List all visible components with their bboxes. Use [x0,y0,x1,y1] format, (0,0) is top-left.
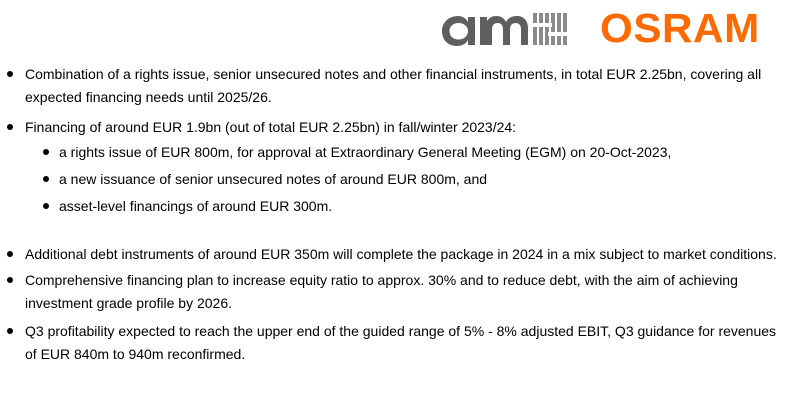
osram-logo: OSRAM [600,5,760,51]
bullet-dot [43,149,49,155]
list-item-text [25,269,738,315]
bullet-dot [7,71,13,77]
text-line: expected financing needs until 2025/26. [25,89,272,105]
bullet-dot [7,251,13,257]
bullet-dot [7,124,13,130]
bullet-dot [43,176,49,182]
bullet-dot [7,277,13,283]
text-line: Financing of around EUR 1.9bn (out of total EUR 2.25bn) in fall/winter 2023/24: [25,119,517,135]
logo-bar [0,6,788,50]
ams-logo [440,10,572,50]
sub-list-item-text: asset-level financings of around EUR 300m. [59,198,333,214]
sub-list-item-text: a new issuance of senior unsecured notes of around EUR 800m, and [59,171,488,187]
text-line: Comprehensive financing plan to increase equity ratio to approx. 30% and to reduce debt, with the aim of achieving [25,272,738,288]
sub-list-item-text: a rights issue of EUR 800m, for approval at Extraordinary General Meeting (EGM) on 20-Oct-2023, [59,144,672,160]
text-line: Combination of a rights issue, senior unsecured notes and other financial instruments, in total EUR 2.25bn, covering all [25,66,762,82]
list-item-text [25,243,777,266]
text-line: of EUR 840m to 940m reconfirmed. [25,346,246,362]
bullet-dot [43,203,49,209]
list-item-text [25,63,761,109]
text-line: Q3 profitability expected to reach the upper end of the guided range of 5% - 8% adjusted EBIT, Q3 guidance for revenues [25,323,777,339]
text-line: investment grade profile by 2026. [25,295,233,311]
bullet-dot [7,328,13,334]
list-item-text [25,320,776,366]
text-line: Additional debt instruments of around EUR 350m will complete the package in 2024 in a mix subject to market conditions. [25,246,777,262]
list-item-text [25,116,516,139]
